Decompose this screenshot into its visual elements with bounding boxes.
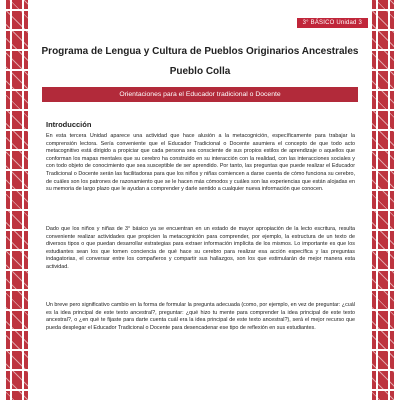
paragraph-3: Un breve pero significativo cambio en la forma de formular la pregunta adecuada (como, por ejemplo, en vez de preguntar: ¿cuál es la idea principal de este texto ancestral?, preguntar: ¿qué hizo tu mente para comprender la idea principal de este texto ancestral?, o ¿en qué te fijaste para darte cuenta cuál era la idea principal de este texto ancestral?), será el mejor recurso que pueda desplegar el Educador Tradicional o Docente para desencadenar ese tipo de reflexión en sus estudiantes. xyxy=(46,302,355,331)
document-subtitle: Pueblo Colla xyxy=(169,66,231,77)
paragraph-1: En esta tercera Unidad aparece una actividad que hace alusión a la metacognición, específicamente para trabajar la comprensión lectora. Sería conveniente que el Educador Tradicional o Docente asumiera el concepto de que todo acto metacognitivo está dirigido a propiciar que cada persona sea consciente de sus propios estilos de aprendizaje o aquellos que conforman los mapas mentales que su cerebro ha construido en su interacción con la realidad, con las interacciones sociales y con todo objeto de conocimiento que sea susceptible de ser aprendido. Por tanto, las preguntas que puede realizar el Educador Tradicional o Docente serán las facilitadoras para que los niños y niñas comiencen a darse cuenta de cómo funciona su cerebro, de cuáles son los patrones de razonamiento que se le hacen más cómodos y cuáles son las experiencias que están alojadas en su memoria de largo plazo que le ayudan a comprender y darle sentido a cualquier nueva información que conocen. xyxy=(46,133,355,193)
document-title: Programa de Lengua y Cultura de Pueblos Originarios Ancestrales xyxy=(41,46,359,57)
section-banner: Orientaciones para el Educador tradicional o Docente xyxy=(42,87,358,102)
section-heading: Introducción xyxy=(46,120,92,129)
grade-unit-badge: 3° BÁSICO Unidad 3 xyxy=(297,18,368,28)
decorative-border-right xyxy=(372,0,394,400)
paragraph-2: Dado que los niños y niñas de 3° básico ya se encuentran en un estado de mayor apropiación de la lecto escritura, resulta conveniente realizar actividades que propicien la metacognición para comprender, por ejemplo, la estructura de un texto de diversos tipos o que puedan desarrollar estrategias para extraer información implícita de los mismos. Lo importante es que los estudiantes sean los que tomen conciencia de qué hace su cerebro para realizar esa acción específica y las preguntas indagatorias, el conversar entre los compañeros y compartir sus hallazgos, son los que estimularán de mejor manera esta actividad. xyxy=(46,226,355,270)
decorative-border-left xyxy=(6,0,28,400)
